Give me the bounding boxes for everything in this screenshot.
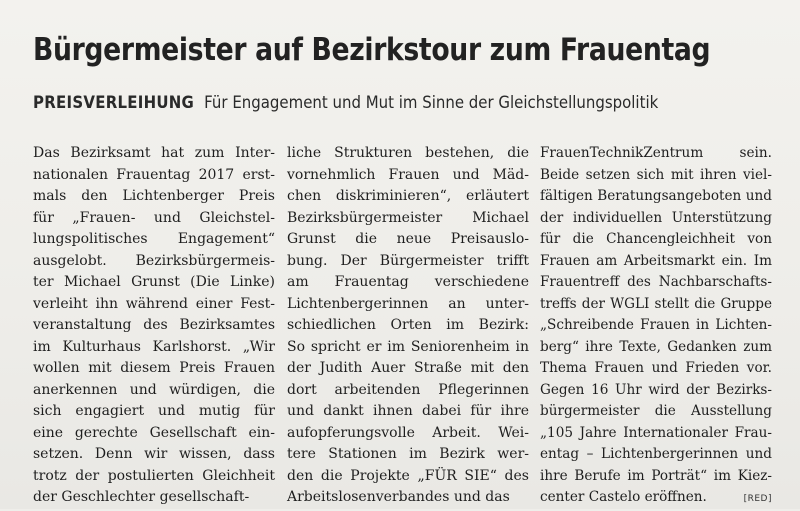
article-text-line: Arbeitslosenverbandes und das [287, 489, 510, 505]
article-column-2 [287, 143, 529, 509]
article-text-line: liche Strukturen bestehen, die [287, 145, 529, 161]
article-text-line: bürgermeister die Ausstellung [540, 403, 772, 419]
article-text-line: Thema Frauen und Frieden vor. [540, 360, 772, 376]
article-text-line: für die Chancengleichheit von [540, 231, 772, 247]
article-text-line: bung. Der Bürgermeister trifft [287, 252, 529, 269]
article-text-line: So spricht er im Seniorenheim in [287, 338, 529, 355]
article-text-line: nationalen Frauentag 2017 erst- [33, 166, 275, 183]
article-text-line: ter Michael Grunst (Die Linke) [33, 274, 275, 290]
article-text-line: center Castelo eröffnen. [RED] [540, 487, 772, 509]
article-text-line: am Frauentag verschiedene [287, 274, 529, 290]
article-text-line: Gegen 16 Uhr wird der Bezirks- [540, 381, 772, 398]
article-text-line: Beide setzen sich mit ihren viel- [540, 166, 772, 183]
article-text-line: Frauen am Arbeitsmarkt ein. Im [540, 252, 772, 269]
article-text-line: für „Frauen- und Gleichstel- [33, 209, 275, 226]
article-text-line: und dankt ihnen dabei für ihre [287, 403, 529, 419]
article-text-line: den die Projekte „FÜR SIE“ des [287, 467, 529, 484]
article-column-3 [540, 143, 772, 511]
article-text-line: setzen. Denn wir wissen, dass [33, 446, 275, 462]
article-text-line: sich engagiert und mutig für [33, 403, 275, 419]
article-text-line: der Geschlechter gesellschaft- [33, 489, 250, 505]
article-text-line: dort arbeitenden Pflegerinnen [287, 381, 529, 398]
article-text-line: verleiht ihn während einer Fest- [33, 295, 275, 312]
article-text-line: der individuellen Unterstützung [540, 209, 772, 226]
article-text-line: trotz der postulierten Gleichheit [33, 467, 275, 484]
article-text-line: ausgelobt. Bezirksbürgermeis- [33, 252, 275, 269]
article-column-1 [33, 143, 275, 509]
article-text-line: FrauenTechnikZentrum sein. [540, 145, 772, 161]
article-text-line: im Kulturhaus Karlshorst. „Wir [33, 338, 275, 355]
article-text-line: „105 Jahre Internationaler Frau- [540, 424, 772, 441]
article-text-line: der Judith Auer Straße mit den [287, 360, 529, 376]
article-text-line: mals den Lichtenberger Preis [33, 188, 275, 204]
article-text-line: vornehmlich Frauen und Mäd- [287, 166, 529, 183]
article-text-line: Grunst die neue Preisauslo- [287, 231, 529, 247]
article-signature: [RED] [743, 494, 772, 504]
article-text-line: aufopferungsvolle Arbeit. Wei- [287, 424, 529, 441]
article-text-line: Lichtenbergerinnen an unter- [287, 295, 529, 312]
article-text-line: Das Bezirksamt hat zum Inter- [33, 145, 275, 161]
article-text-line: ihre Berufe im Porträt“ im Kiez- [540, 467, 772, 484]
article-text-line: Frauentreff des Nachbarschafts- [540, 274, 772, 290]
article-text-line: „Schreibende Frauen in Lichten- [540, 317, 772, 333]
article-text-line: berg“ ihre Texte, Gedanken zum [540, 338, 772, 355]
article-text-line: tere Stationen im Bezirk wer- [287, 446, 529, 462]
article-text-line: schiedlichen Orten im Bezirk: [287, 317, 529, 333]
article-subtitle: Für Engagement und Mut im Sinne der Gleichstellungspolitik [204, 93, 659, 113]
article-text-line: Bezirksbürgermeister Michael [287, 209, 529, 226]
article-headline: Bürgermeister auf Bezirkstour zum Frauentag [33, 32, 711, 68]
article-text-line: entag – Lichtenbergerinnen und [540, 446, 772, 462]
article-text-line: eine gerechte Gesellschaft ein- [33, 424, 275, 441]
article-text-line: lungspolitisches Engagement“ [33, 231, 275, 247]
article-text-line: veranstaltung des Bezirksamtes [33, 317, 275, 333]
article-kicker: PREISVERLEIHUNG [33, 93, 195, 113]
article-text-line: anerkennen und würdigen, die [33, 381, 275, 398]
article-text-line: chen diskriminieren“, erläutert [287, 188, 529, 204]
article-text-line: wollen mit diesem Preis Frauen [33, 360, 275, 376]
article-subline [33, 93, 658, 113]
article-text-line: treffs der WGLI stellt die Gruppe [540, 295, 772, 312]
article-text-line: fältigen Beratungsangeboten und [540, 188, 772, 204]
